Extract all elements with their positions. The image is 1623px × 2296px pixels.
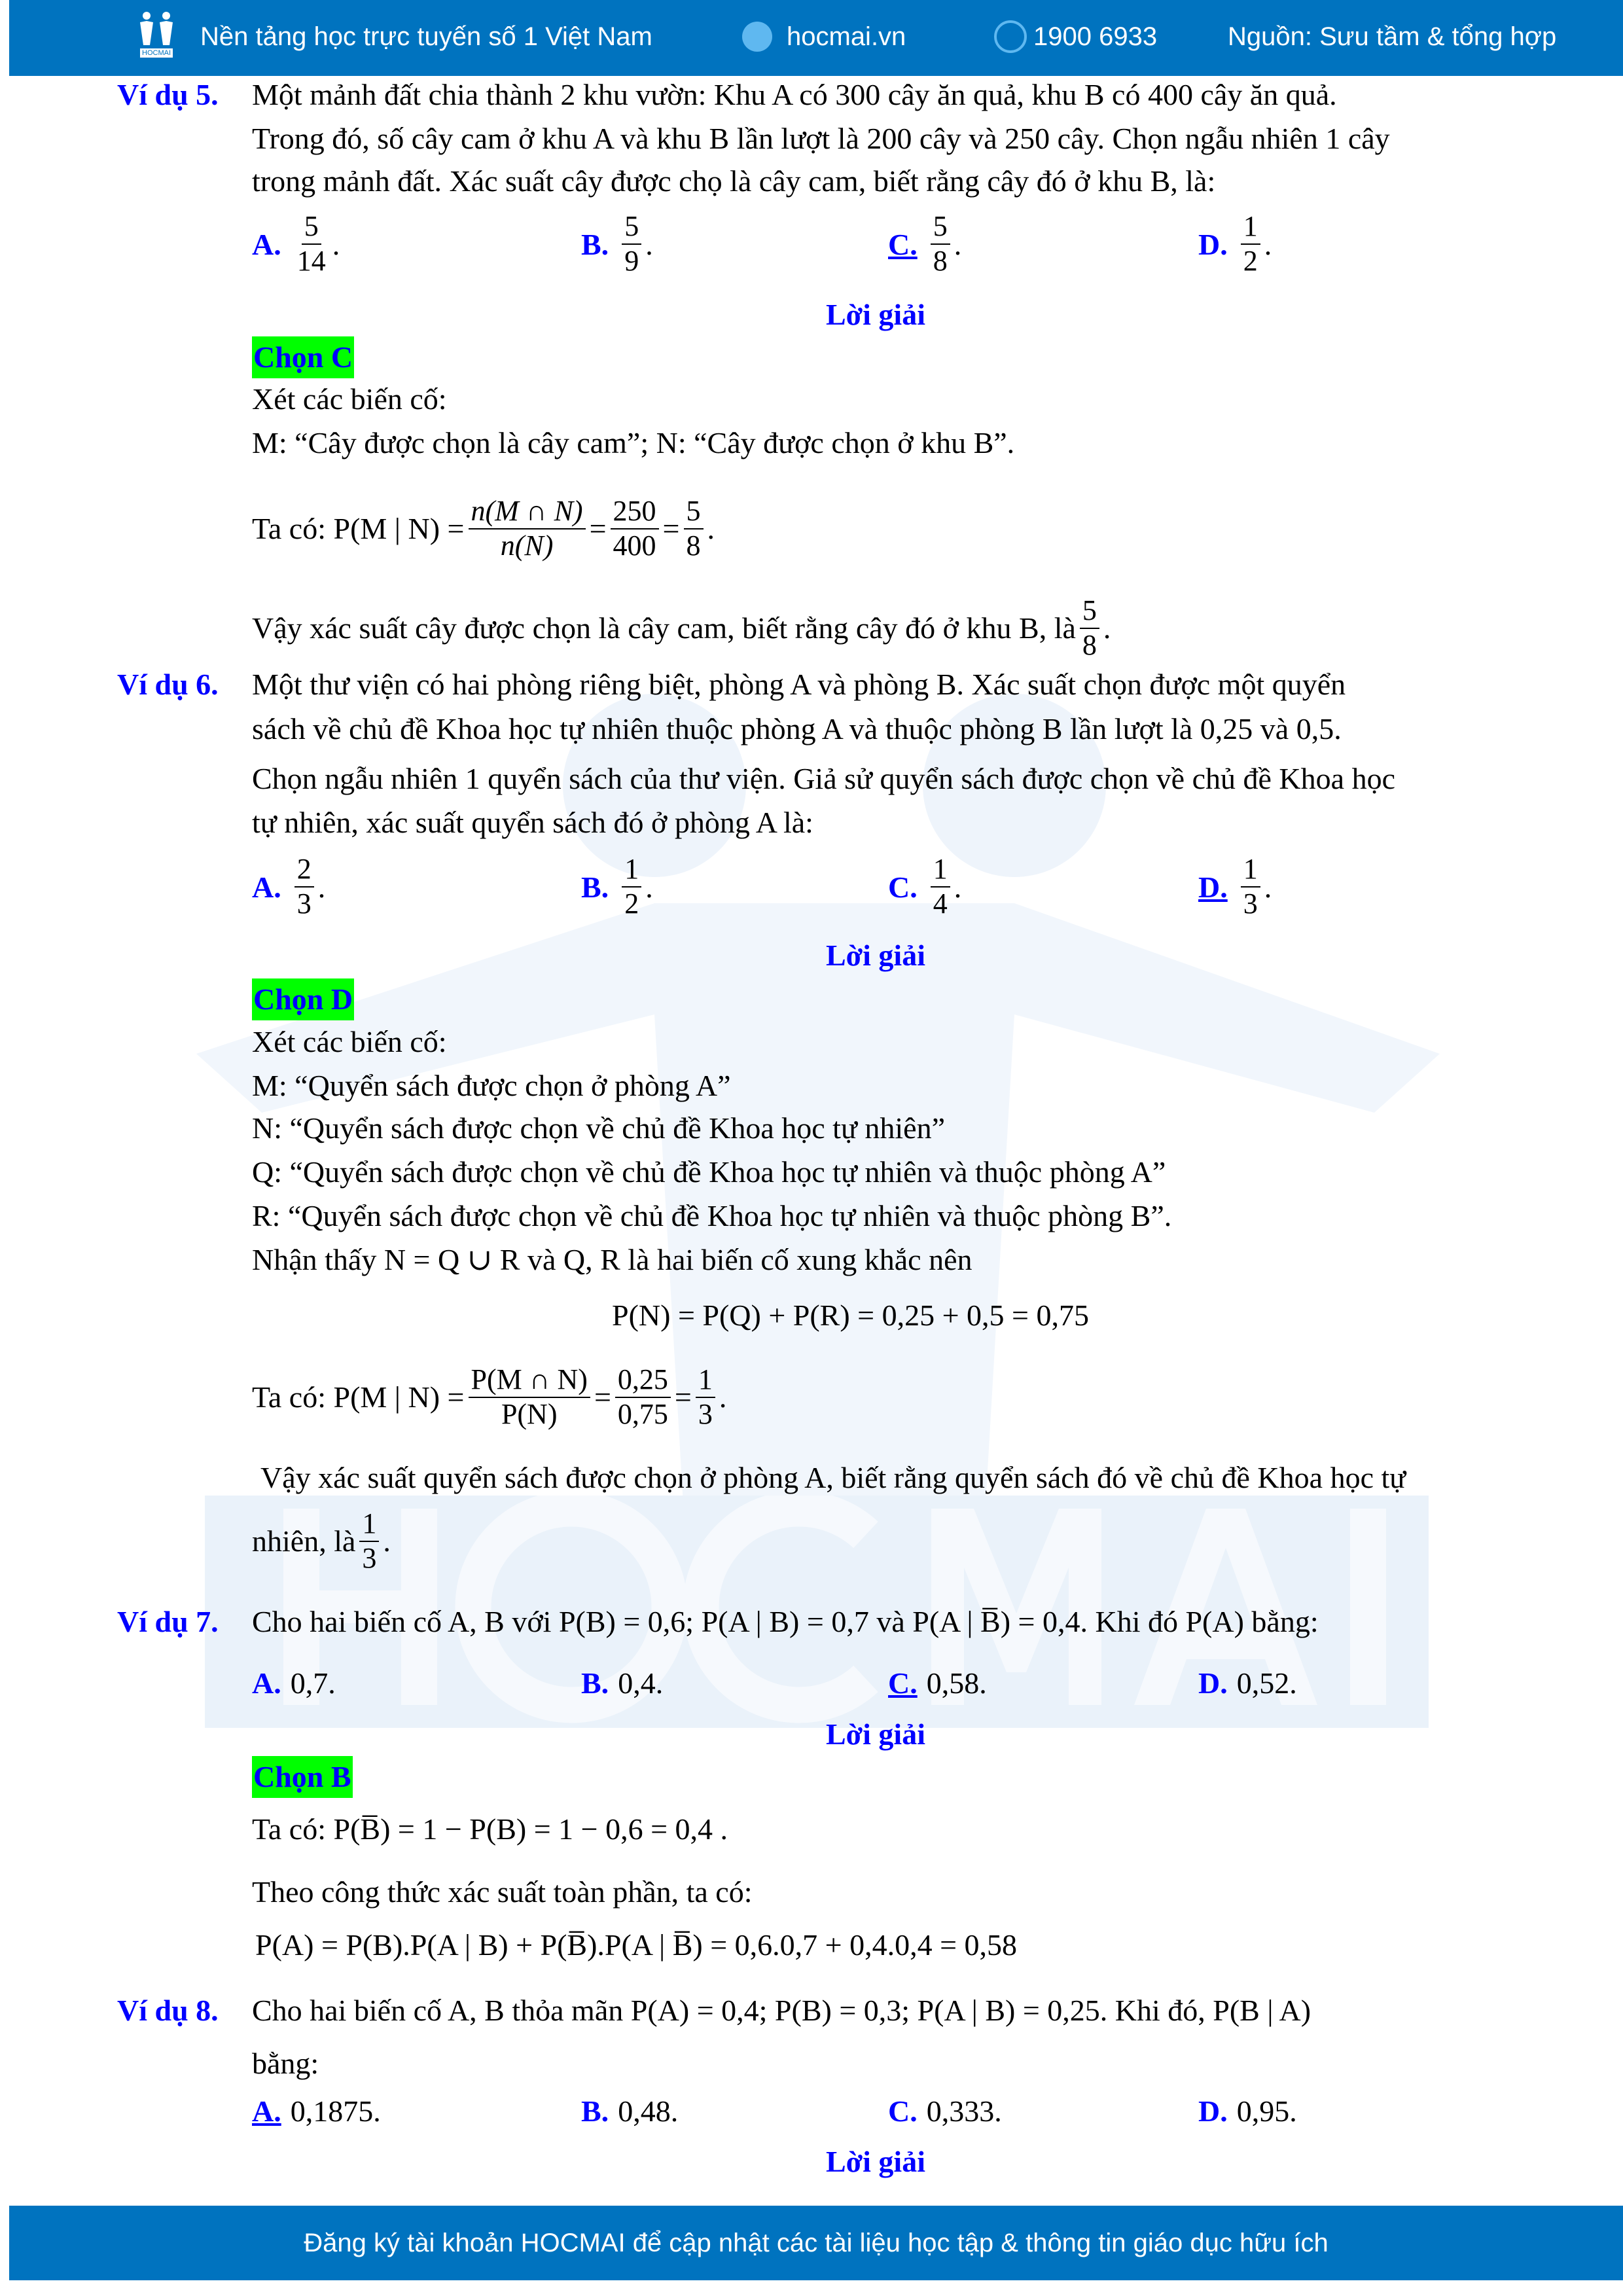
equation-lhs: Ta có: P(M | N) = xyxy=(252,512,465,545)
numerator: 2 xyxy=(294,853,314,888)
solution-heading: Lời giải xyxy=(826,939,925,972)
ex5-question-line: trong mảnh đất. Xác suất cây được chọ là cây cam, biết rằng cây đó ở khu B, là: xyxy=(252,164,1216,198)
answer-letter-correct: D. xyxy=(1198,870,1228,904)
ex8-answer-d[interactable] xyxy=(1198,2081,1297,2140)
ex6-conclusion-end: nhiên, là $\frac{1}{3}$ . xyxy=(252,1507,391,1574)
example-5-label: Ví dụ 5. xyxy=(117,78,219,111)
ex6-equation: Ta có: P(M | N) = $\frac{P(M \cap N)}{P(N)}$ = $\frac{0,25}{0,75}$ = $\frac{1}{3}$ . xyxy=(252,1363,727,1430)
answer-value: 0,95. xyxy=(1236,2094,1297,2128)
denominator: 3 xyxy=(362,1542,377,1574)
solution-line: N: “Quyển sách được chọn về chủ đề Khoa học tự nhiên” xyxy=(252,1111,946,1145)
phone-link[interactable] xyxy=(994,20,1157,54)
denominator: 2 xyxy=(624,888,639,920)
numerator: 5 xyxy=(1080,594,1099,629)
solution-line: Q: “Quyển sách được chọn về chủ đề Khoa học tự nhiên và thuộc phòng A” xyxy=(252,1155,1166,1189)
ex6-answer-a[interactable]: A. $\frac{2}{3}$ . xyxy=(252,853,326,920)
solution-line: Xét các biến cố: xyxy=(252,1025,447,1058)
numerator: P(M ∩ N) xyxy=(469,1363,590,1398)
denominator: 8 xyxy=(1082,629,1097,661)
numerator: 1 xyxy=(1241,853,1260,888)
ex8-question: Cho hai biến cố A, B thỏa mãn P(A) = 0,4; P(B) = 0,3; P(A | B) = 0,25. Khi đó, P(B | A) xyxy=(252,1994,1311,2027)
answer-letter-correct: C. xyxy=(888,1666,918,1700)
denominator: 3 xyxy=(296,888,312,920)
answer-letter: A. xyxy=(252,870,281,904)
hocmai-logo xyxy=(130,9,183,58)
conclusion-text: nhiên, là xyxy=(252,1524,356,1558)
ex6-answer-b[interactable]: B. $\frac{1}{2}$ . xyxy=(581,853,653,920)
ex6-answer-c[interactable]: C. $\frac{1}{4}$ . xyxy=(888,853,962,920)
logo-figures-icon xyxy=(130,9,183,48)
numerator: 5 xyxy=(302,210,321,245)
ex7-answer-c[interactable] xyxy=(888,1653,987,1712)
solution-equation: P(A) = P(B).P(A | B) + P(B̅).P(A | B̅) = 0,6.0,7 + 0,4.0,4 = 0,58 xyxy=(255,1928,1018,1962)
numerator: 5 xyxy=(931,210,950,245)
denominator: 14 xyxy=(296,245,326,277)
denominator: 2 xyxy=(1243,245,1258,277)
chosen-answer: Chọn D xyxy=(252,978,354,1020)
phone-icon xyxy=(994,20,1027,53)
numerator: 5 xyxy=(684,495,704,529)
solution-line: Theo công thức xác suất toàn phần, ta có: xyxy=(252,1875,753,1909)
ex6-question-line: sách về chủ đề Khoa học tự nhiên thuộc phòng A và thuộc phòng B lần lượt là 0,25 và 0,5. xyxy=(252,712,1342,745)
ex6-conclusion: Vậy xác suất quyển sách được chọn ở phòng A, biết rằng quyển sách đó về chủ đề Khoa học tự xyxy=(260,1461,1406,1494)
ex6-pn-equation: P(N) = P(Q) + P(R) = 0,25 + 0,5 = 0,75 xyxy=(612,1299,1089,1332)
answer-letter: D. xyxy=(1198,1666,1228,1700)
answer-value: 0,58. xyxy=(926,1666,987,1700)
answer-letter: D. xyxy=(1198,227,1228,261)
numerator: 1 xyxy=(359,1507,379,1542)
solution-line: Xét các biến cố: xyxy=(252,382,447,416)
ex5-answer-b[interactable]: B. $\frac{5}{9}$ . xyxy=(581,210,653,277)
ex7-question: Cho hai biến cố A, B với P(B) = 0,6; P(A | B) = 0,7 và P(A | B̅) = 0,4. Khi đó P(A) bằng: xyxy=(252,1605,1319,1638)
ex8-answer-a[interactable] xyxy=(252,2081,381,2140)
answer-value: 0,48. xyxy=(618,2094,679,2128)
answer-letter: A. xyxy=(252,227,281,261)
numerator: n(M ∩ N) xyxy=(469,495,586,529)
answer-letter: B. xyxy=(581,227,609,261)
ex6-question-line: Chọn ngẫu nhiên 1 quyển sách của thư viện. Giả sử quyển sách được chọn về chủ đề Khoa học xyxy=(252,762,1395,795)
answer-value: 0,7. xyxy=(290,1666,336,1700)
numerator: 1 xyxy=(931,853,950,888)
answer-letter: B. xyxy=(581,870,609,904)
solution-heading: Lời giải xyxy=(826,2145,925,2178)
ex6-answer-d[interactable]: D. $\frac{1}{3}$ . xyxy=(1198,853,1272,920)
denominator: 8 xyxy=(686,529,701,562)
ex5-answer-a[interactable]: A. $\frac{5}{14}$ . xyxy=(252,210,340,277)
answer-value: 0,4. xyxy=(618,1666,664,1700)
website-text: hocmai.vn xyxy=(787,22,906,51)
numerator: 0,25 xyxy=(615,1363,671,1398)
example-6-label: Ví dụ 6. xyxy=(117,668,219,701)
logo-text: HOCMAI xyxy=(140,48,173,58)
chosen-answer: Chọn B xyxy=(252,1756,353,1798)
solution-line: Nhận thấy N = Q ∪ R và Q, R là hai biến cố xung khắc nên xyxy=(252,1243,972,1276)
answer-value: 0,333. xyxy=(926,2094,1002,2128)
website-link[interactable] xyxy=(742,20,906,54)
ex6-question-line: Một thư viện có hai phòng riêng biệt, phòng A và phòng B. Xác suất chọn được một quyển xyxy=(252,668,1346,701)
ex8-answer-b[interactable] xyxy=(581,2081,678,2140)
ex7-answer-d[interactable] xyxy=(1198,1653,1297,1712)
solution-line: Ta có: P(B̅) = 1 − P(B) = 1 − 0,6 = 0,4 . xyxy=(252,1812,728,1846)
denominator: 8 xyxy=(933,245,948,277)
example-8-label: Ví dụ 8. xyxy=(117,1994,219,2027)
solution-line: M: “Quyển sách được chọn ở phòng A” xyxy=(252,1069,731,1102)
answer-letter: B. xyxy=(581,1666,609,1700)
answer-letter: C. xyxy=(888,2094,918,2128)
phone-text: 1900 6933 xyxy=(1033,22,1158,51)
source-text: Nguồn: Sưu tầm & tổng hợp xyxy=(1228,22,1557,51)
numerator: 1 xyxy=(696,1363,715,1398)
answer-letter: B. xyxy=(581,2094,609,2128)
denominator: n(N) xyxy=(500,529,554,562)
solution-line: R: “Quyển sách được chọn về chủ đề Khoa học tự nhiên và thuộc phòng B”. xyxy=(252,1199,1172,1232)
ex5-equation: Ta có: P(M | N) = $\frac{n(M \cap N)}{n(N)}$ = $\frac{250}{400}$ = $\frac{5}{8}$ . xyxy=(252,495,715,562)
denominator: 9 xyxy=(624,245,639,277)
slogan: Nền tảng học trực tuyến số 1 Việt Nam xyxy=(200,22,652,51)
ex5-answer-d[interactable]: D. $\frac{1}{2}$ . xyxy=(1198,210,1272,277)
denominator: 3 xyxy=(698,1398,713,1430)
answer-letter-correct: A. xyxy=(252,2094,281,2128)
denominator: P(N) xyxy=(501,1398,558,1430)
answer-letter: C. xyxy=(888,870,918,904)
ex5-answer-c[interactable]: C. $\frac{5}{8}$ . xyxy=(888,210,962,277)
ex5-conclusion: Vậy xác suất cây được chọn là cây cam, biết rằng cây đó ở khu B, là $\frac{5}{8}$ . xyxy=(252,594,1111,661)
solution-heading: Lời giải xyxy=(826,298,925,331)
chosen-answer: Chọn C xyxy=(252,336,354,378)
solution-line: M: “Cây được chọn là cây cam”; N: “Cây được chọn ở khu B”. xyxy=(252,426,1015,459)
conclusion-text: Vậy xác suất cây được chọn là cây cam, biết rằng cây đó ở khu B, là xyxy=(252,611,1076,645)
answer-letter: A. xyxy=(252,1666,281,1700)
denominator: 4 xyxy=(933,888,948,920)
ex7-answer-a[interactable] xyxy=(252,1653,336,1712)
ex5-question-line: Một mảnh đất chia thành 2 khu vườn: Khu A có 300 cây ăn quả, khu B có 400 cây ăn quả. xyxy=(252,78,1337,111)
equation-lhs: Ta có: P(M | N) = xyxy=(252,1380,465,1414)
denominator: 400 xyxy=(613,529,656,562)
answer-value: 0,52. xyxy=(1236,1666,1297,1700)
answer-letter-correct: C. xyxy=(888,227,918,261)
ex8-question: bằng: xyxy=(252,2047,319,2080)
globe-icon xyxy=(742,22,772,52)
ex6-question-line: tự nhiên, xác suất quyển sách đó ở phòng A là: xyxy=(252,806,813,839)
numerator: 250 xyxy=(611,495,659,529)
numerator: 5 xyxy=(622,210,641,245)
numerator: 1 xyxy=(1241,210,1260,245)
numerator: 1 xyxy=(622,853,641,888)
ex8-answer-c[interactable] xyxy=(888,2081,1002,2140)
answer-value: 0,1875. xyxy=(290,2094,381,2128)
ex7-answer-b[interactable] xyxy=(581,1653,663,1712)
solution-heading: Lời giải xyxy=(826,1717,925,1751)
example-7-label: Ví dụ 7. xyxy=(117,1605,219,1638)
denominator: 0,75 xyxy=(617,1398,668,1430)
denominator: 3 xyxy=(1243,888,1258,920)
answer-letter: D. xyxy=(1198,2094,1228,2128)
header-bar xyxy=(9,0,1623,76)
ex5-question-line: Trong đó, số cây cam ở khu A và khu B lần lượt là 200 cây và 250 cây. Chọn ngẫu nhiên 1 cây xyxy=(252,122,1390,155)
footer-banner[interactable]: Đăng ký tài khoản HOCMAI để cập nhật các tài liệu học tập & thông tin giáo dục hữu ích xyxy=(9,2206,1623,2280)
